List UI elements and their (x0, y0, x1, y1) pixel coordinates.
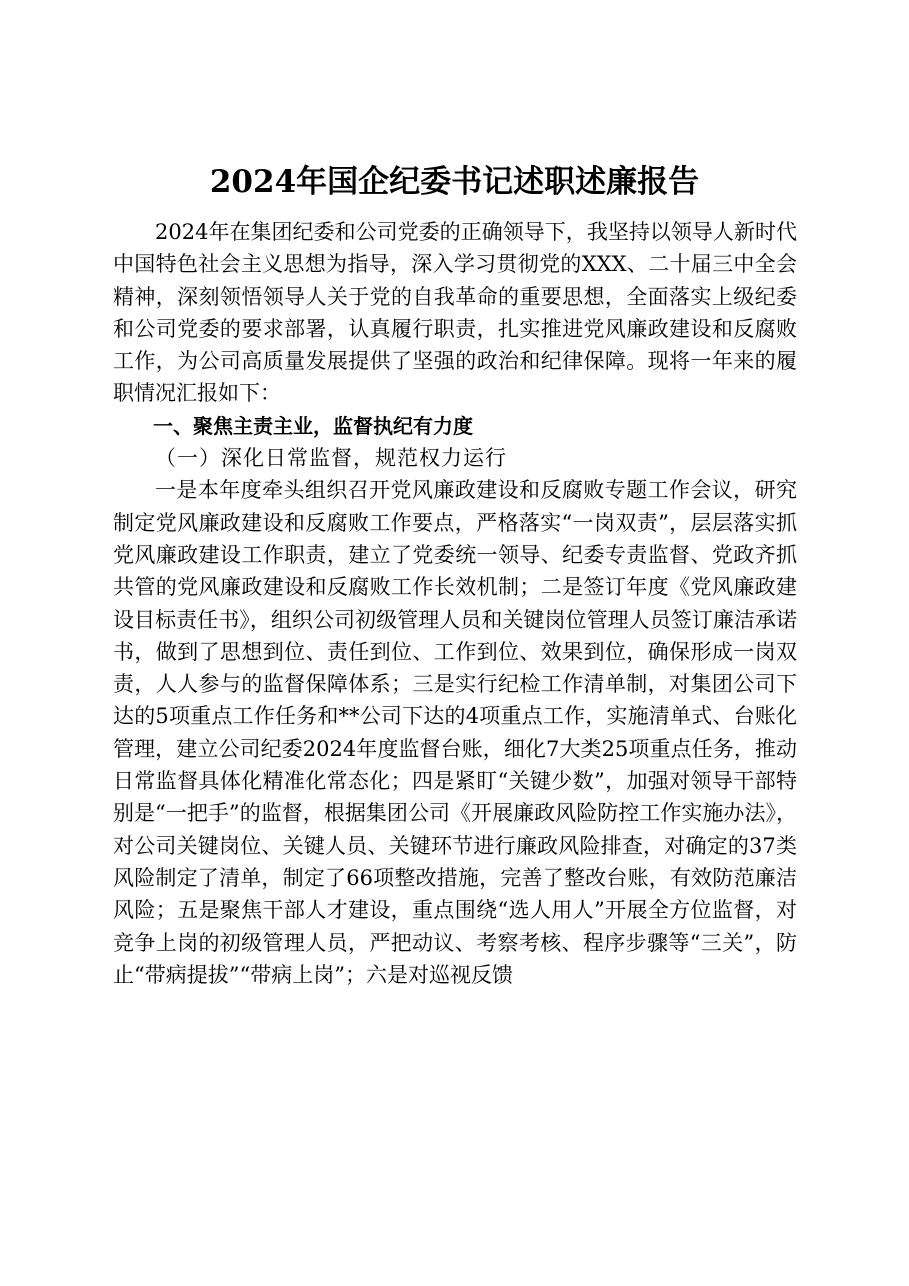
intro-paragraph: 2024年在集团纪委和公司党委的正确领导下，我坚持以领导人新时代中国特色社会主义思想为指导，深入学习贯彻党的XXX、二十届三中全会精神，深刻领悟领导人关于党的自我革命的重要思想，全面落实上级纪委和公司党委的要求部署，认真履行职责，扎实推进党风廉政建设和反腐败工作，为公司高质量发展提供了坚强的政治和纪律保障。现将一年来的履职情况汇报如下： (113, 220, 797, 406)
document-title: 2024年国企纪委书记述职述廉报告 (209, 164, 700, 200)
subsection-heading: （一）深化日常监督，规范权力运行 (155, 446, 507, 471)
section-heading: 一、聚焦主责主业，监督执纪有力度 (153, 413, 473, 438)
body-paragraph: 一是本年度牵头组织召开党风廉政建设和反腐败专题工作会议，研究制定党风廉政建设和反腐败工作要点，严格落实“一岗双责”，层层落实抓党风廉政建设工作职责，建立了党委统一领导、纪委专责监督、党政齐抓共管的党风廉政建设和反腐败工作长效机制；二是签订年度《党风廉政建设目标责任书》，组织公司初级管理人员和关键岗位管理人员签订廉洁承诺书，做到了思想到位、责任到位、工作到位、效果到位，确保形成一岗双责，人人参与的监督保障体系；三是实行纪检工作清单制，对集团公司下达的5项重点工作任务和**公司下达的4项重点工作，实施清单式、台账化管理，建立公司纪委2024年度监督台账，细化7大类25项重点任务，推动日常监督具体化精准化常态化；四是紧盯“关键少数”，加强对领导干部特别是“一把手”的监督，根据集团公司《开展廉政风险防控工作实施办法》，对公司关键岗位、关键人员、关键环节进行廉政风险排查，对确定的37类风险制定了清单，制定了66项整改措施，完善了整改台账，有效防范廉洁风险；五是聚焦干部人才建设，重点围绕“选人用人”开展全方位监督，对竞争上岗的初级管理人员，严把动议、考察考核、程序步骤等“三关”，防止“带病提拔”“带病上岗”；六是对巡视反馈 (113, 478, 797, 987)
document-body (113, 216, 797, 991)
